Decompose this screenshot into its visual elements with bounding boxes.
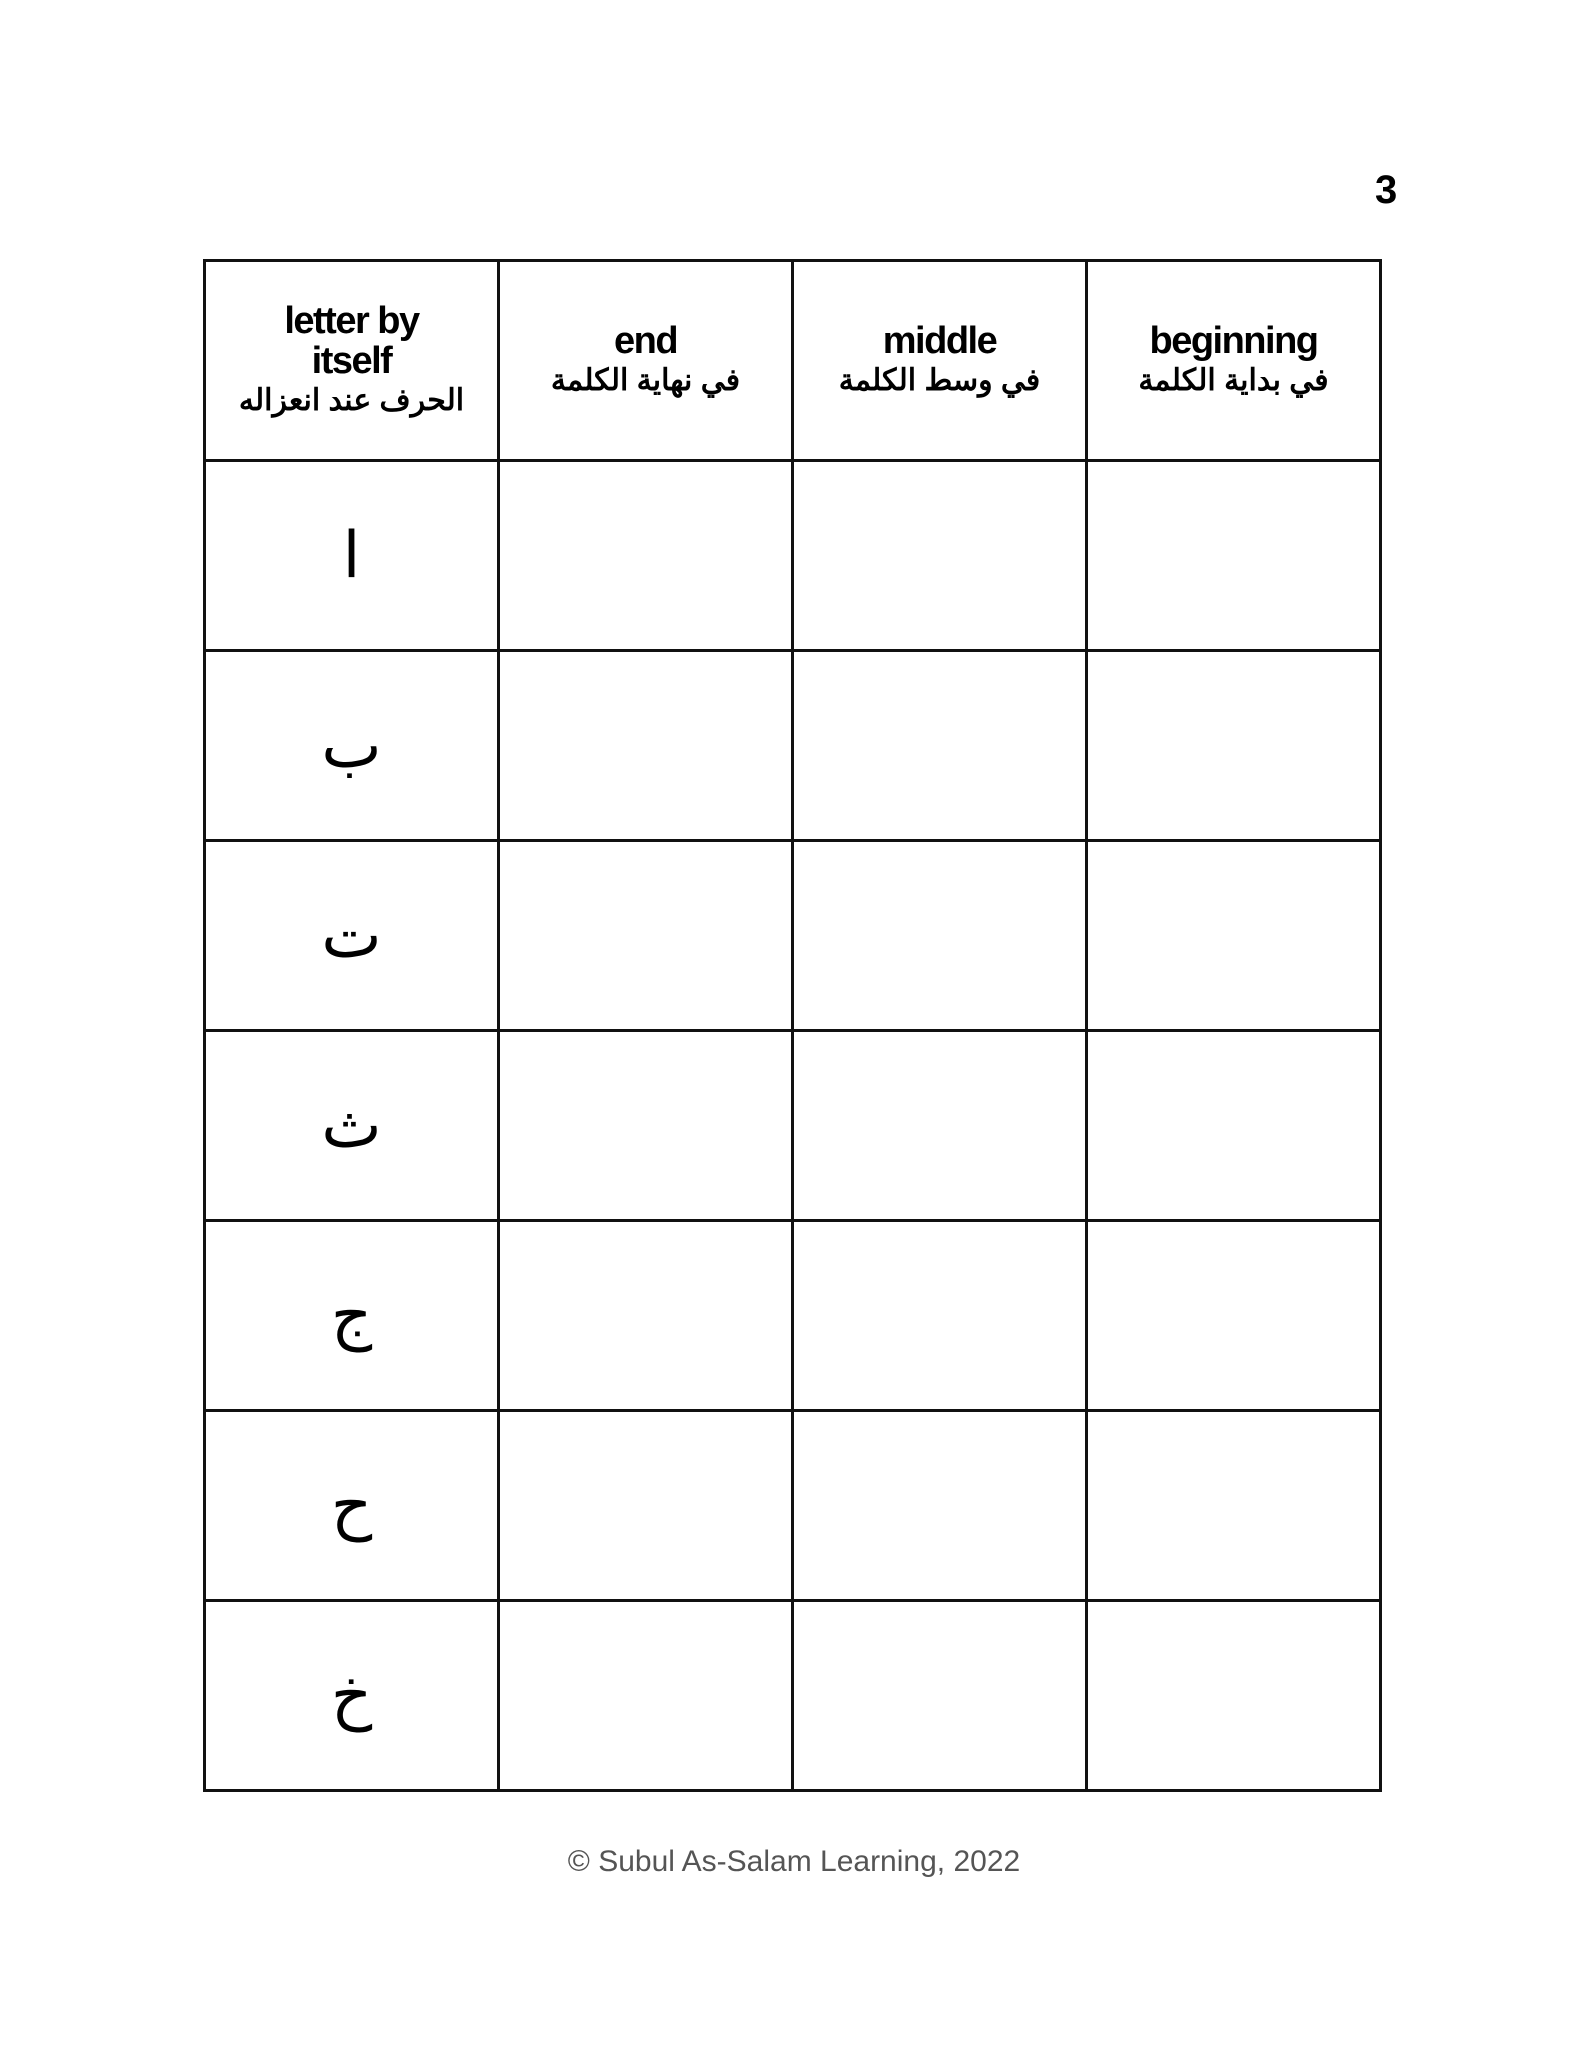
blank-cell-beginning[interactable]: [1087, 1601, 1381, 1791]
letter-cell: ا: [205, 461, 499, 651]
header-middle: [793, 261, 1087, 461]
blank-cell-middle[interactable]: [793, 1601, 1087, 1791]
blank-cell-end[interactable]: [499, 1411, 793, 1601]
blank-cell-middle[interactable]: [793, 1031, 1087, 1221]
page-number: 3: [1375, 168, 1398, 212]
header-beginning: [1087, 261, 1381, 461]
header-end: [499, 261, 793, 461]
blank-cell-beginning[interactable]: [1087, 1411, 1381, 1601]
blank-cell-middle[interactable]: [793, 461, 1087, 651]
blank-cell-beginning[interactable]: [1087, 841, 1381, 1031]
blank-cell-beginning[interactable]: [1087, 1221, 1381, 1411]
table-row: [205, 1601, 1381, 1791]
table-row: [205, 651, 1381, 841]
table-row: [205, 461, 1381, 651]
blank-cell-end[interactable]: [499, 651, 793, 841]
header-letter-by-itself: [205, 261, 499, 461]
letter-cell: ت: [205, 841, 499, 1031]
letter-forms-table: [203, 259, 1382, 1792]
header-ar: في وسط الكلمة: [838, 363, 1041, 397]
header-en: letter by itself: [284, 299, 419, 382]
letter-cell: ب: [205, 651, 499, 841]
blank-cell-middle[interactable]: [793, 651, 1087, 841]
table-row: [205, 1221, 1381, 1411]
header-en: middle: [882, 319, 997, 362]
letter-cell: ح: [205, 1411, 499, 1601]
copyright-footer: © Subul As-Salam Learning, 2022: [567, 1845, 1021, 1878]
header-ar: في بداية الكلمة: [1138, 363, 1329, 397]
table-row: [205, 1031, 1381, 1221]
header-ar: الحرف عند انعزاله: [238, 383, 465, 417]
table-row: [205, 841, 1381, 1031]
blank-cell-end[interactable]: [499, 841, 793, 1031]
header-row: [205, 261, 1381, 461]
header-en: beginning: [1149, 319, 1318, 362]
table-row: [205, 1411, 1381, 1601]
blank-cell-end[interactable]: [499, 1221, 793, 1411]
blank-cell-end[interactable]: [499, 1601, 793, 1791]
letter-cell: ج: [205, 1221, 499, 1411]
blank-cell-beginning[interactable]: [1087, 651, 1381, 841]
blank-cell-middle[interactable]: [793, 841, 1087, 1031]
letter-cell: ث: [205, 1031, 499, 1221]
blank-cell-beginning[interactable]: [1087, 461, 1381, 651]
blank-cell-beginning[interactable]: [1087, 1031, 1381, 1221]
header-ar: في نهاية الكلمة: [550, 363, 741, 397]
blank-cell-end[interactable]: [499, 1031, 793, 1221]
blank-cell-middle[interactable]: [793, 1411, 1087, 1601]
blank-cell-middle[interactable]: [793, 1221, 1087, 1411]
blank-cell-end[interactable]: [499, 461, 793, 651]
letter-cell: خ: [205, 1601, 499, 1791]
header-en: end: [613, 319, 678, 362]
